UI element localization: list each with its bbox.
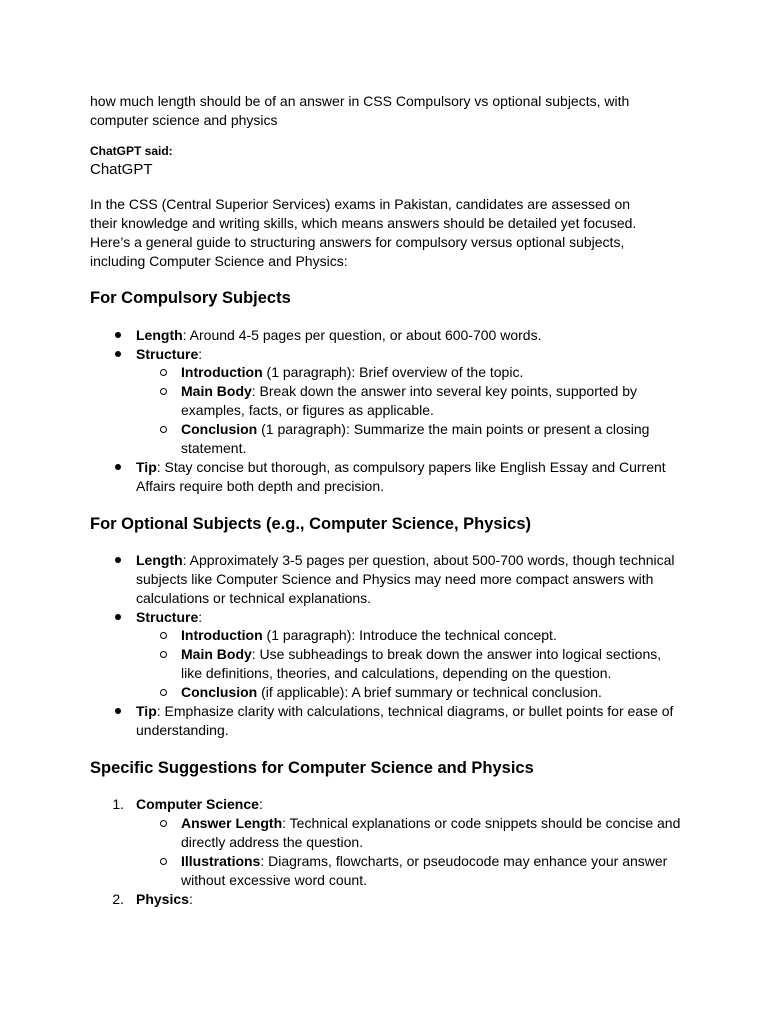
bullet-icon <box>108 345 128 364</box>
compulsory-tip: Tip: Stay concise but thorough, as compulsory papers like English Essay and Current Affairs require both depth and precision. <box>136 459 666 494</box>
assistant-name: ChatGPT <box>90 161 153 178</box>
optional-main-body: Main Body: Use subheadings to break down the answer into logical sections, like definitions, theories, and calculations, depending on the question. <box>181 646 662 681</box>
user-prompt: how much length should be of an answer in CSS Compulsory vs optional subjects, with computer science and physics <box>90 93 630 128</box>
said-label: ChatGPT said: <box>90 144 173 158</box>
specific-heading: Specific Suggestions for Computer Science and Physics <box>90 759 534 777</box>
compulsory-length: Length: Around 4-5 pages per question, or about 600-700 words. <box>136 327 542 343</box>
bullet-icon <box>108 608 128 627</box>
optional-structure: Structure: <box>136 609 203 625</box>
cs-answer-length: Answer Length: Technical explanations or code snippets should be concise and directly address the question. <box>181 815 681 850</box>
intro-paragraph: In the CSS (Central Superior Services) exams in Pakistan, candidates are assessed on their knowledge and writing skills, which means answers should be detailed yet focused. Here’s a general guide to structuring answers for compulsory versus optional subjects, including Computer Science and Physics: <box>90 196 637 269</box>
compulsory-structure: Structure: <box>136 346 203 362</box>
sub-bullet-icon <box>153 645 173 664</box>
compulsory-conclusion: Conclusion (1 paragraph): Summarize the main points or present a closing statement. <box>181 421 650 456</box>
list-number: 2. <box>112 891 124 907</box>
sub-bullet-icon <box>153 852 173 871</box>
bullet-icon <box>108 326 128 345</box>
compulsory-heading: For Compulsory Subjects <box>90 289 291 307</box>
sub-bullet-icon <box>153 420 173 439</box>
sub-bullet-icon <box>153 626 173 645</box>
optional-tip: Tip: Emphasize clarity with calculations, technical diagrams, or bullet points for ease of understanding. <box>136 703 674 738</box>
optional-conclusion: Conclusion (if applicable): A brief summary or technical conclusion. <box>181 684 602 700</box>
sub-bullet-icon <box>153 814 173 833</box>
specific-computer-science: Computer Science: <box>136 796 263 812</box>
list-number: 1. <box>112 796 124 812</box>
bullet-icon <box>108 702 128 721</box>
optional-length: Length: Approximately 3-5 pages per question, about 500-700 words, though technical subjects like Computer Science and Physics may need more compact answers with calculations or technical explanations. <box>136 552 675 606</box>
specific-physics: Physics: <box>136 891 193 907</box>
bullet-icon <box>108 458 128 477</box>
compulsory-introduction: Introduction (1 paragraph): Brief overview of the topic. <box>181 364 524 380</box>
bullet-icon <box>108 551 128 570</box>
optional-heading: For Optional Subjects (e.g., Computer Science, Physics) <box>90 515 532 533</box>
sub-bullet-icon <box>153 363 173 382</box>
sub-bullet-icon <box>153 382 173 401</box>
cs-illustrations: Illustrations: Diagrams, flowcharts, or pseudocode may enhance your answer without excessive word count. <box>181 853 668 888</box>
optional-introduction: Introduction (1 paragraph): Introduce the technical concept. <box>181 627 557 643</box>
sub-bullet-icon <box>153 683 173 702</box>
compulsory-main-body: Main Body: Break down the answer into several key points, supported by examples, facts, or figures as applicable. <box>181 383 637 418</box>
